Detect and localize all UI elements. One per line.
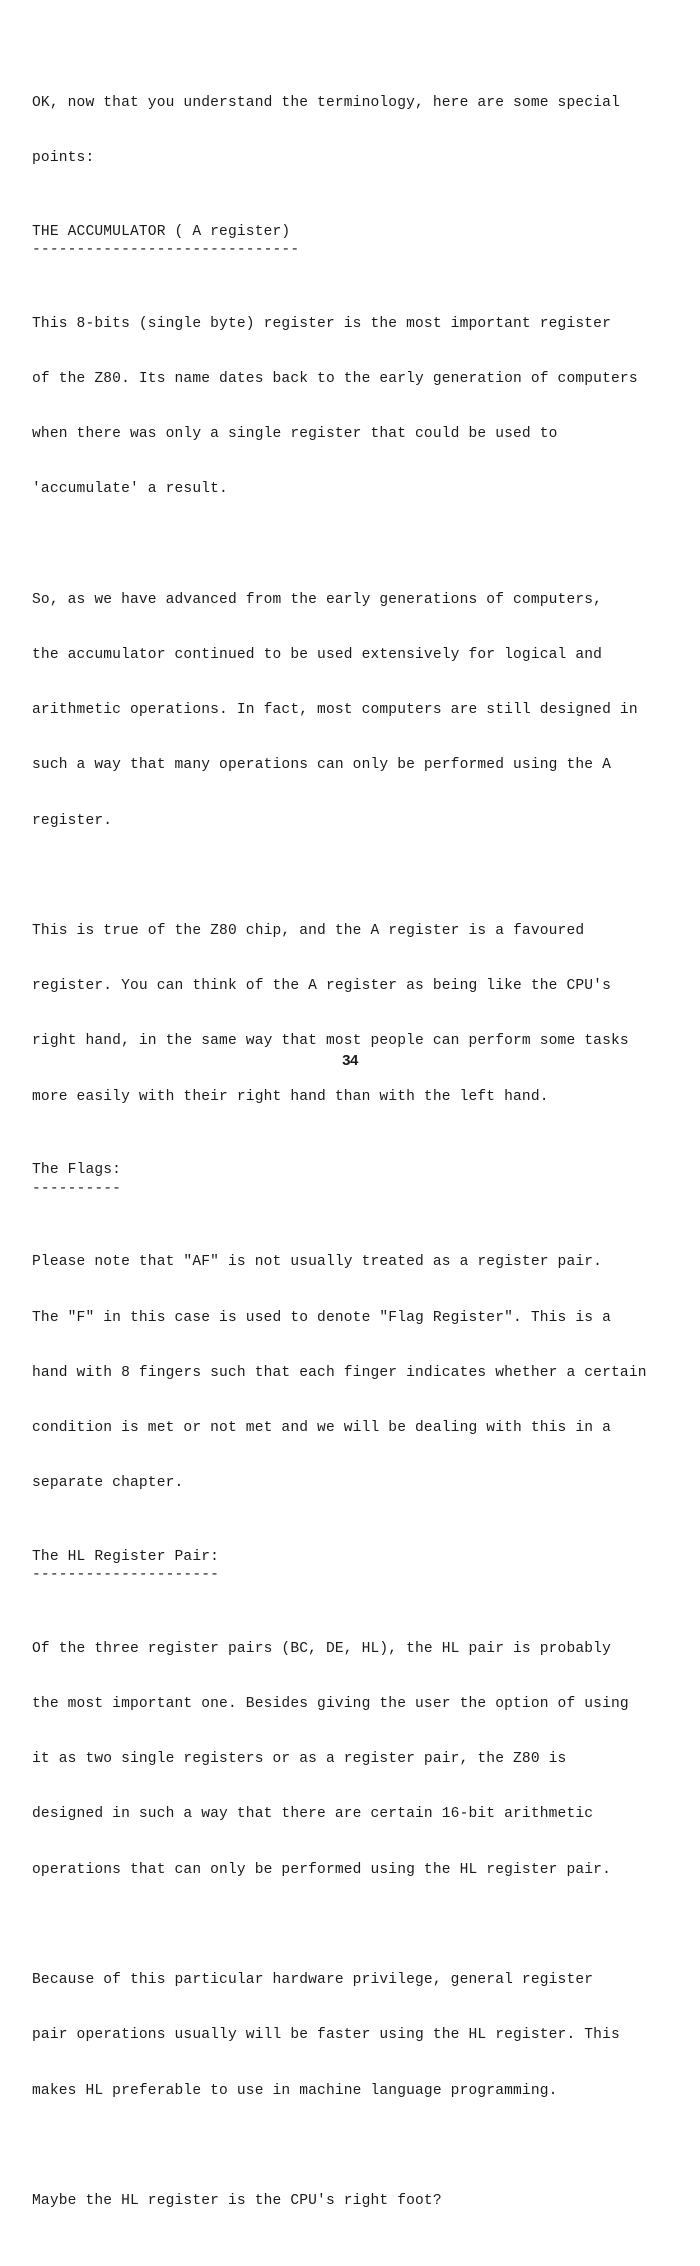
text-line: designed in such a way that there are certain 16-bit arithmetic — [32, 1806, 594, 1823]
text-line: This is true of the Z80 chip, and the A register is a favoured — [32, 923, 585, 940]
document-page — [32, 57, 682, 2266]
intro-paragraph — [32, 57, 682, 204]
heading-underline: ------------------------------ — [32, 242, 300, 259]
text-line: condition is met or not met and we will be dealing with this in a — [32, 1419, 611, 1436]
paragraph — [32, 1934, 682, 2136]
text-line: when there was only a single register that could be used to — [32, 426, 558, 443]
text-line: of the Z80. Its name dates back to the early generation of computers — [32, 370, 638, 387]
text-line: register. — [32, 812, 113, 829]
text-line: Maybe the HL register is the CPU's right foot? — [32, 2192, 442, 2209]
paragraph — [32, 2155, 682, 2247]
text-line: Of the three register pairs (BC, DE, HL), the HL pair is probably — [32, 1640, 611, 1657]
section-heading-accumulator: THE ACCUMULATOR ( A register) — [32, 223, 291, 240]
paragraph — [32, 278, 682, 536]
text-line: the accumulator continued to be used extensively for logical and — [32, 646, 603, 663]
text-line: The "F" in this case is used to denote "Flag Register". This is a — [32, 1309, 611, 1326]
text-line: points: — [32, 150, 95, 167]
text-line: So, as we have advanced from the early generations of computers, — [32, 591, 603, 608]
heading-underline: --------------------- — [32, 1567, 220, 1584]
text-line: it as two single registers or as a register pair, the Z80 is — [32, 1751, 567, 1768]
paragraph — [32, 885, 682, 1143]
text-line: register. You can think of the A register as being like the CPU's — [32, 978, 611, 995]
paragraph — [32, 1603, 682, 1916]
text-line: pair operations usually will be faster using the HL register. This — [32, 2027, 620, 2044]
heading-underline: ---------- — [32, 1180, 122, 1197]
text-line: right hand, in the same way that most people can perform some tasks — [32, 1033, 629, 1050]
text-line: makes HL preferable to use in machine language programming. — [32, 2082, 558, 2099]
section-heading-flags: The Flags: — [32, 1162, 122, 1179]
paragraph — [32, 1217, 682, 1530]
text-line: Because of this particular hardware privilege, general register — [32, 1972, 594, 1989]
text-line: the most important one. Besides giving the user the option of using — [32, 1696, 629, 1713]
text-line: more easily with their right hand than with the left hand. — [32, 1088, 549, 1105]
text-line: Please note that "AF" is not usually treated as a register pair. — [32, 1254, 603, 1271]
text-line: arithmetic operations. In fact, most computers are still designed in — [32, 702, 638, 719]
paragraph — [32, 554, 682, 867]
text-line: OK, now that you understand the terminology, here are some special — [32, 94, 620, 111]
page-number: 34 — [342, 1052, 358, 1069]
text-line: hand with 8 fingers such that each finger indicates whether a certain — [32, 1364, 647, 1381]
text-line: This 8-bits (single byte) register is the most important register — [32, 315, 611, 332]
section-heading-hl-register-pair: The HL Register Pair: — [32, 1548, 220, 1565]
text-line: 'accumulate' a result. — [32, 481, 228, 498]
text-line: operations that can only be performed using the HL register pair. — [32, 1861, 611, 1878]
text-line: such a way that many operations can only be performed using the A — [32, 757, 611, 774]
text-line: separate chapter. — [32, 1475, 184, 1492]
